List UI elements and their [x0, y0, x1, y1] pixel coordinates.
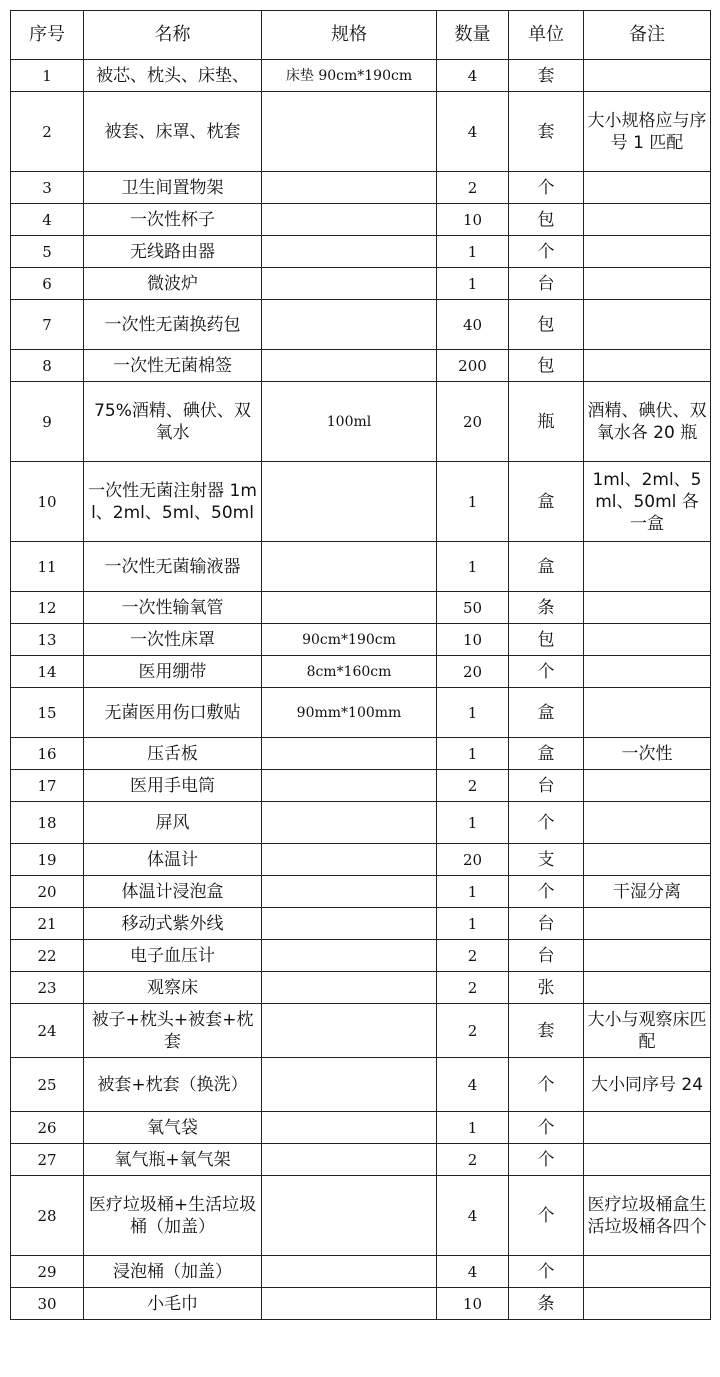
spec-cell — [262, 1144, 437, 1176]
item-name-cell: 被套、床罩、枕套 — [84, 92, 262, 172]
table-row — [11, 350, 711, 382]
row-number-cell: 19 — [11, 844, 84, 876]
spec-cell — [262, 876, 437, 908]
table-row — [11, 1144, 711, 1176]
row-number-cell: 1 — [11, 60, 84, 92]
note-cell: 大小与观察床匹配 — [584, 1004, 711, 1058]
item-name-cell: 一次性床罩 — [84, 624, 262, 656]
item-name-cell: 卫生间置物架 — [84, 172, 262, 204]
quantity-cell: 1 — [437, 908, 509, 940]
row-number-cell: 28 — [11, 1176, 84, 1256]
spec-cell — [262, 350, 437, 382]
header-cell: 数量 — [437, 11, 509, 60]
item-name-cell: 体温计 — [84, 844, 262, 876]
table-row — [11, 1112, 711, 1144]
quantity-cell: 1 — [437, 236, 509, 268]
inventory-table-wrapper — [10, 10, 711, 1320]
item-name-cell: 75%酒精、碘伏、双氧水 — [84, 382, 262, 462]
spec-cell — [262, 1176, 437, 1256]
spec-cell: 8cm*160cm — [262, 656, 437, 688]
spec-cell — [262, 908, 437, 940]
unit-cell: 包 — [509, 204, 584, 236]
row-number-cell: 4 — [11, 204, 84, 236]
item-name-cell: 无菌医用伤口敷贴 — [84, 688, 262, 738]
unit-cell: 条 — [509, 1288, 584, 1320]
item-name-cell: 一次性无菌换药包 — [84, 300, 262, 350]
row-number-cell: 15 — [11, 688, 84, 738]
table-row — [11, 844, 711, 876]
item-name-cell: 一次性无菌注射器 1ml、2ml、5ml、50ml — [84, 462, 262, 542]
note-cell — [584, 172, 711, 204]
note-cell: 大小同序号 24 — [584, 1058, 711, 1112]
row-number-cell: 3 — [11, 172, 84, 204]
spec-cell — [262, 462, 437, 542]
spec-cell — [262, 940, 437, 972]
note-cell — [584, 592, 711, 624]
spec-cell — [262, 1058, 437, 1112]
table-row — [11, 300, 711, 350]
unit-cell: 个 — [509, 656, 584, 688]
row-number-cell: 6 — [11, 268, 84, 300]
unit-cell: 个 — [509, 172, 584, 204]
spec-cell: 100ml — [262, 382, 437, 462]
spec-cell — [262, 236, 437, 268]
quantity-cell: 2 — [437, 1004, 509, 1058]
row-number-cell: 10 — [11, 462, 84, 542]
note-cell — [584, 908, 711, 940]
note-cell — [584, 1144, 711, 1176]
unit-cell: 支 — [509, 844, 584, 876]
item-name-cell: 电子血压计 — [84, 940, 262, 972]
table-row — [11, 236, 711, 268]
unit-cell: 台 — [509, 770, 584, 802]
row-number-cell: 26 — [11, 1112, 84, 1144]
table-row — [11, 382, 711, 462]
table-row — [11, 770, 711, 802]
table-row — [11, 1256, 711, 1288]
item-name-cell: 医用手电筒 — [84, 770, 262, 802]
note-cell — [584, 688, 711, 738]
spec-cell — [262, 1112, 437, 1144]
note-cell — [584, 350, 711, 382]
table-row — [11, 908, 711, 940]
unit-cell: 包 — [509, 350, 584, 382]
item-name-cell: 浸泡桶（加盖） — [84, 1256, 262, 1288]
row-number-cell: 27 — [11, 1144, 84, 1176]
note-cell — [584, 542, 711, 592]
quantity-cell: 10 — [437, 204, 509, 236]
table-row — [11, 592, 711, 624]
quantity-cell: 1 — [437, 738, 509, 770]
unit-cell: 个 — [509, 1058, 584, 1112]
row-number-cell: 22 — [11, 940, 84, 972]
unit-cell: 包 — [509, 300, 584, 350]
header-cell: 名称 — [84, 11, 262, 60]
unit-cell: 张 — [509, 972, 584, 1004]
note-cell — [584, 972, 711, 1004]
unit-cell: 个 — [509, 876, 584, 908]
note-cell — [584, 300, 711, 350]
row-number-cell: 2 — [11, 92, 84, 172]
note-cell — [584, 236, 711, 268]
unit-cell: 台 — [509, 908, 584, 940]
row-number-cell: 11 — [11, 542, 84, 592]
unit-cell: 盒 — [509, 688, 584, 738]
note-cell — [584, 802, 711, 844]
table-row — [11, 656, 711, 688]
table-row — [11, 1058, 711, 1112]
item-name-cell: 观察床 — [84, 972, 262, 1004]
row-number-cell: 9 — [11, 382, 84, 462]
quantity-cell: 4 — [437, 60, 509, 92]
header-cell: 规格 — [262, 11, 437, 60]
table-row — [11, 802, 711, 844]
item-name-cell: 一次性无菌棉签 — [84, 350, 262, 382]
row-number-cell: 20 — [11, 876, 84, 908]
unit-cell: 个 — [509, 1144, 584, 1176]
row-number-cell: 14 — [11, 656, 84, 688]
note-cell: 1ml、2ml、5ml、50ml 各一盒 — [584, 462, 711, 542]
quantity-cell: 2 — [437, 1144, 509, 1176]
spec-cell: 90mm*100mm — [262, 688, 437, 738]
row-number-cell: 13 — [11, 624, 84, 656]
spec-cell: 90cm*190cm — [262, 624, 437, 656]
table-row — [11, 876, 711, 908]
quantity-cell: 10 — [437, 624, 509, 656]
note-cell — [584, 1256, 711, 1288]
note-cell: 一次性 — [584, 738, 711, 770]
quantity-cell: 1 — [437, 268, 509, 300]
spec-cell — [262, 1004, 437, 1058]
unit-cell: 条 — [509, 592, 584, 624]
item-name-cell: 压舌板 — [84, 738, 262, 770]
item-name-cell: 一次性无菌输液器 — [84, 542, 262, 592]
table-row — [11, 624, 711, 656]
item-name-cell: 一次性输氧管 — [84, 592, 262, 624]
item-name-cell: 氧气瓶+氧气架 — [84, 1144, 262, 1176]
spec-cell: 床垫 90cm*190cm — [262, 60, 437, 92]
item-name-cell: 小毛巾 — [84, 1288, 262, 1320]
note-cell: 大小规格应与序号 1 匹配 — [584, 92, 711, 172]
spec-cell — [262, 542, 437, 592]
spec-cell — [262, 802, 437, 844]
spec-cell — [262, 1288, 437, 1320]
quantity-cell: 2 — [437, 770, 509, 802]
quantity-cell: 10 — [437, 1288, 509, 1320]
table-row — [11, 268, 711, 300]
row-number-cell: 17 — [11, 770, 84, 802]
table-row — [11, 688, 711, 738]
quantity-cell: 2 — [437, 940, 509, 972]
note-cell: 医疗垃圾桶盒生活垃圾桶各四个 — [584, 1176, 711, 1256]
quantity-cell: 40 — [437, 300, 509, 350]
spec-cell — [262, 172, 437, 204]
note-cell — [584, 60, 711, 92]
quantity-cell: 1 — [437, 688, 509, 738]
row-number-cell: 12 — [11, 592, 84, 624]
note-cell — [584, 940, 711, 972]
quantity-cell: 1 — [437, 542, 509, 592]
quantity-cell: 200 — [437, 350, 509, 382]
quantity-cell: 2 — [437, 972, 509, 1004]
table-row — [11, 60, 711, 92]
row-number-cell: 29 — [11, 1256, 84, 1288]
row-number-cell: 23 — [11, 972, 84, 1004]
row-number-cell: 5 — [11, 236, 84, 268]
quantity-cell: 1 — [437, 1112, 509, 1144]
spec-cell — [262, 844, 437, 876]
note-cell — [584, 844, 711, 876]
quantity-cell: 4 — [437, 92, 509, 172]
spec-cell — [262, 592, 437, 624]
note-cell — [584, 204, 711, 236]
header-row — [11, 11, 711, 60]
note-cell: 干湿分离 — [584, 876, 711, 908]
note-cell — [584, 1288, 711, 1320]
item-name-cell: 氧气袋 — [84, 1112, 262, 1144]
spec-cell — [262, 268, 437, 300]
unit-cell: 瓶 — [509, 382, 584, 462]
item-name-cell: 移动式紫外线 — [84, 908, 262, 940]
item-name-cell: 医疗垃圾桶+生活垃圾桶（加盖） — [84, 1176, 262, 1256]
item-name-cell: 微波炉 — [84, 268, 262, 300]
item-name-cell: 医用绷带 — [84, 656, 262, 688]
spec-cell — [262, 1256, 437, 1288]
quantity-cell: 20 — [437, 656, 509, 688]
unit-cell: 台 — [509, 268, 584, 300]
table-row — [11, 542, 711, 592]
spec-cell — [262, 770, 437, 802]
row-number-cell: 8 — [11, 350, 84, 382]
item-name-cell: 无线路由器 — [84, 236, 262, 268]
table-row — [11, 204, 711, 236]
note-cell: 酒精、碘伏、双氧水各 20 瓶 — [584, 382, 711, 462]
item-name-cell: 被芯、枕头、床垫、 — [84, 60, 262, 92]
quantity-cell: 2 — [437, 172, 509, 204]
spec-cell — [262, 92, 437, 172]
row-number-cell: 7 — [11, 300, 84, 350]
row-number-cell: 18 — [11, 802, 84, 844]
note-cell — [584, 770, 711, 802]
item-name-cell: 被套+枕套（换洗） — [84, 1058, 262, 1112]
row-number-cell: 16 — [11, 738, 84, 770]
unit-cell: 盒 — [509, 462, 584, 542]
unit-cell: 台 — [509, 940, 584, 972]
table-row — [11, 92, 711, 172]
unit-cell: 个 — [509, 236, 584, 268]
unit-cell: 个 — [509, 1112, 584, 1144]
spec-cell — [262, 204, 437, 236]
table-row — [11, 1004, 711, 1058]
row-number-cell: 21 — [11, 908, 84, 940]
note-cell — [584, 624, 711, 656]
quantity-cell: 1 — [437, 462, 509, 542]
inventory-table — [10, 10, 711, 1320]
unit-cell: 盒 — [509, 542, 584, 592]
note-cell — [584, 656, 711, 688]
row-number-cell: 30 — [11, 1288, 84, 1320]
quantity-cell: 20 — [437, 844, 509, 876]
unit-cell: 个 — [509, 1176, 584, 1256]
unit-cell: 个 — [509, 802, 584, 844]
table-row — [11, 1288, 711, 1320]
spec-cell — [262, 300, 437, 350]
table-row — [11, 462, 711, 542]
unit-cell: 套 — [509, 60, 584, 92]
unit-cell: 包 — [509, 624, 584, 656]
spec-cell — [262, 738, 437, 770]
row-number-cell: 25 — [11, 1058, 84, 1112]
quantity-cell: 4 — [437, 1058, 509, 1112]
item-name-cell: 屏风 — [84, 802, 262, 844]
unit-cell: 套 — [509, 92, 584, 172]
table-row — [11, 738, 711, 770]
table-row — [11, 172, 711, 204]
item-name-cell: 体温计浸泡盒 — [84, 876, 262, 908]
header-cell: 单位 — [509, 11, 584, 60]
item-name-cell: 被子+枕头+被套+枕套 — [84, 1004, 262, 1058]
table-row — [11, 940, 711, 972]
quantity-cell: 4 — [437, 1176, 509, 1256]
quantity-cell: 20 — [437, 382, 509, 462]
spec-cell — [262, 972, 437, 1004]
table-body — [11, 60, 711, 1320]
unit-cell: 个 — [509, 1256, 584, 1288]
quantity-cell: 4 — [437, 1256, 509, 1288]
quantity-cell: 50 — [437, 592, 509, 624]
note-cell — [584, 1112, 711, 1144]
item-name-cell: 一次性杯子 — [84, 204, 262, 236]
table-row — [11, 1176, 711, 1256]
row-number-cell: 24 — [11, 1004, 84, 1058]
quantity-cell: 1 — [437, 802, 509, 844]
quantity-cell: 1 — [437, 876, 509, 908]
note-cell — [584, 268, 711, 300]
unit-cell: 盒 — [509, 738, 584, 770]
header-cell: 序号 — [11, 11, 84, 60]
header-cell: 备注 — [584, 11, 711, 60]
unit-cell: 套 — [509, 1004, 584, 1058]
table-row — [11, 972, 711, 1004]
